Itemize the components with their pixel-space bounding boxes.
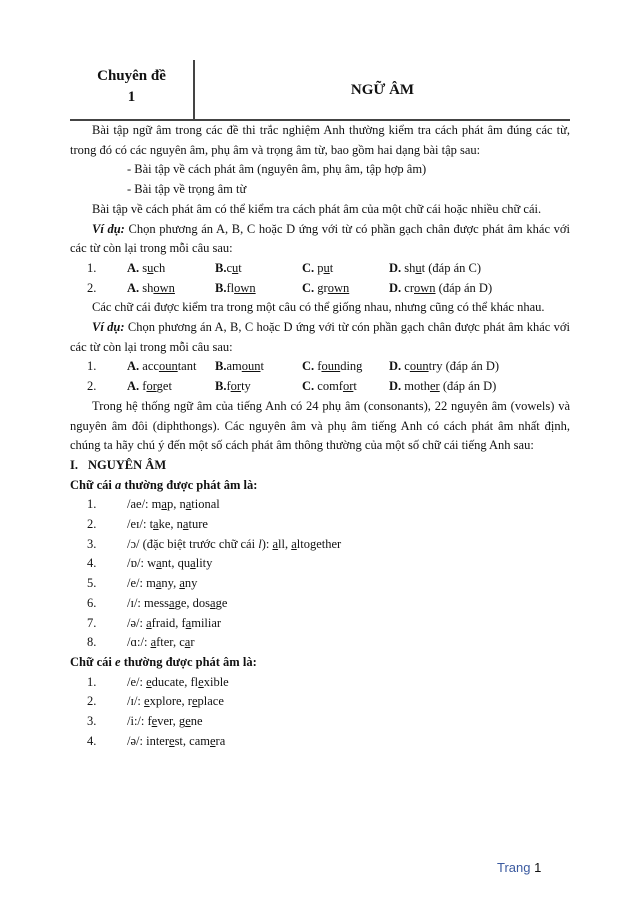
underlined-letter: e (198, 674, 204, 689)
paragraph: Các chữ cái được kiểm tra trong một câu có thể giống nhau, nhưng cũng có thể khác nhau. (92, 300, 545, 315)
word-part: tional (191, 497, 220, 512)
underlined-letter: a (291, 536, 297, 551)
word-part: comf (317, 379, 343, 394)
underlined-letter: e (151, 714, 158, 729)
item-number: 3. (87, 536, 97, 551)
option-b (215, 259, 302, 279)
example-row (70, 377, 570, 397)
item-number: 6. (87, 595, 97, 610)
sound-item (70, 673, 570, 693)
option-letter: A. (127, 260, 143, 275)
option-b (215, 357, 302, 377)
word-part: ll, (278, 536, 292, 551)
underlined-letter: a (153, 517, 159, 532)
item-number: 7. (87, 615, 97, 630)
word-part: /ɑ:/: (127, 635, 151, 650)
underlined-letter: e (146, 674, 152, 689)
word-part: lity (195, 556, 213, 571)
option-c (302, 357, 389, 377)
option-c (302, 259, 389, 279)
word-part: /ə/: (127, 615, 147, 630)
example-row (70, 259, 570, 279)
underlined-letter: a (272, 536, 279, 551)
word-part: fter, c (156, 635, 185, 650)
sound-example (127, 614, 221, 634)
example-row (70, 279, 570, 299)
sound-item (70, 574, 570, 594)
sound-item (70, 732, 570, 752)
word-part: /ɒ/: w (127, 556, 157, 571)
option-letter: C. (302, 359, 318, 374)
option-letter: C. (302, 280, 318, 295)
item-number: 2. (87, 280, 97, 295)
item-number: 2. (87, 379, 97, 394)
underlined-letter: e (169, 733, 175, 748)
heading-text: Chữ cái (70, 654, 116, 669)
word-part: p (317, 260, 324, 275)
word-part: ra (215, 733, 226, 748)
intro-paragraph: Bài tập ngữ âm trong các đề thi trắc nghiệm Anh thường kiểm tra cách phát âm đúng các từ, trong đó có các nguyên âm, phụ âm và trọng âm từ, bao gồm hai dạng bài tập sau: (70, 123, 570, 157)
section-number: I. (70, 457, 78, 472)
underlined-part: er (429, 379, 440, 394)
option-d (389, 377, 496, 397)
word-part: acc (142, 359, 159, 374)
chapter-title: NGỮ ÂM (350, 82, 415, 98)
sound-example (127, 574, 197, 594)
word-part: t (353, 379, 357, 394)
word-part: (đáp án D) (435, 280, 493, 295)
option-letter: A. (127, 379, 143, 394)
word-part: f (142, 379, 147, 394)
paragraph: Bài tập về cách phát âm có thể kiểm tra cách phát âm của một chữ cái hoặc nhiều chữ cái. (92, 201, 542, 216)
word-part: st, cam (174, 733, 210, 748)
sound-item (70, 515, 570, 535)
underlined-letter: e (191, 694, 198, 709)
option-letter: D. (389, 280, 405, 295)
underlined-letter: a (179, 576, 185, 591)
underlined-letter: a (185, 615, 192, 630)
word-part: place (197, 694, 224, 709)
underlined-letter: a (184, 635, 191, 650)
underlined-letter: e (185, 714, 191, 729)
sound-example (127, 594, 227, 614)
option-letter: D. (389, 260, 405, 275)
sound-item (70, 614, 570, 634)
option-letter: C. (302, 379, 318, 394)
word-part: r (190, 635, 195, 650)
word-part: ke, n (158, 517, 183, 532)
word-part: miliar (191, 615, 222, 630)
underlined-part: own (153, 280, 175, 295)
heading-text: thường được phát âm là: (120, 654, 257, 669)
item-number: 1. (87, 497, 97, 512)
option-d (389, 259, 481, 279)
option-letter: B. (215, 359, 227, 374)
option-letter: B. (215, 260, 227, 275)
page-number: 1 (534, 860, 542, 875)
word-part: ty (241, 379, 251, 394)
word-part: fraid, f (151, 615, 186, 630)
underlined-part: own (234, 280, 256, 295)
underlined-letter: e (209, 733, 216, 748)
word-part: /eɪ/: t (127, 517, 154, 532)
word-part: ge (215, 595, 228, 610)
word-part: /e/: m (127, 576, 156, 591)
word-part: c (226, 260, 233, 275)
option-a (127, 377, 215, 397)
option-letter: B. (215, 280, 227, 295)
letter-a-heading (70, 476, 570, 496)
option-letter: A. (127, 359, 143, 374)
letter-note: l (258, 536, 262, 551)
word-part: s (142, 260, 148, 275)
word-part: t (đáp án C) (421, 260, 482, 275)
chapter-number: 1 (127, 89, 136, 105)
word-part: tant (177, 359, 197, 374)
word-part: t (260, 359, 264, 374)
word-part: ny, (161, 576, 180, 591)
underlined-part: u (323, 260, 330, 275)
underlined-letter: a (185, 497, 192, 512)
letter-e-heading (70, 653, 570, 673)
underlined-part: or (230, 379, 242, 394)
option-a (127, 259, 215, 279)
word-part: xible (203, 674, 229, 689)
word-part: p, n (166, 497, 186, 512)
word-part: nt, qu (161, 556, 191, 571)
sound-item (70, 554, 570, 574)
section-title: NGUYÊN ÂM (88, 457, 167, 472)
item-number: 1. (87, 674, 97, 689)
word-part: am (226, 359, 242, 374)
word-part: (đáp án D) (439, 379, 497, 394)
word-part: ltogether (296, 536, 342, 551)
letter-e-list (70, 673, 570, 752)
word-part: ding (340, 359, 363, 374)
example-intro (70, 318, 570, 357)
word-part: ch (153, 260, 166, 275)
document-body (70, 121, 570, 752)
sound-example (127, 495, 220, 515)
word-part: sh (404, 260, 416, 275)
heading-letter: a (115, 477, 122, 492)
sound-item (70, 633, 570, 653)
option-a (127, 279, 215, 299)
sound-example (127, 515, 208, 535)
underlined-part: oun (321, 359, 341, 374)
item-number: 4. (87, 733, 97, 748)
underlined-part: own (414, 280, 436, 295)
word-part: cr (404, 280, 414, 295)
underlined-part: own (327, 280, 350, 295)
page-footer (497, 860, 541, 875)
heading-letter: e (115, 654, 121, 669)
word-part: /ae/: m (127, 497, 162, 512)
word-part: /ɔ/ (đặc biệt trước chữ cái (127, 536, 259, 551)
option-c (302, 279, 389, 299)
sound-item (70, 535, 570, 555)
example-instruction: Chọn phương án A, B, C hoặc D ứng với từ cón phần gạch chân được phát âm khác với các từ còn lại trong mỗi câu sau: (70, 320, 570, 354)
word-part: f (317, 359, 322, 374)
word-part: sh (142, 280, 154, 295)
example-label: Ví dụ: (92, 221, 125, 236)
sound-example (127, 535, 341, 555)
example1-list (70, 259, 570, 298)
word-part: /ə/: inter (127, 733, 169, 748)
word-part: t (329, 260, 334, 275)
letter-a-list (70, 495, 570, 653)
sound-example (127, 692, 224, 712)
option-c (302, 377, 389, 397)
example-label: Ví dụ: (92, 320, 125, 335)
word-part: try (đáp án D) (428, 359, 500, 374)
item-number: 2. (87, 517, 97, 532)
word-part: moth (404, 379, 430, 394)
underlined-letter: a (210, 595, 216, 610)
option-d (389, 357, 499, 377)
sound-example (127, 554, 212, 574)
chapter-label-text: Chuyên đề (97, 68, 166, 84)
section-heading (70, 456, 570, 476)
underlined-part: oun (158, 359, 178, 374)
item-number: 8. (87, 635, 97, 650)
word-part: xplore, r (149, 694, 192, 709)
word-part: ne (190, 714, 203, 729)
example-row (70, 357, 570, 377)
word-part: ge, dos (174, 595, 211, 610)
option-b (215, 279, 302, 299)
sound-example (127, 732, 225, 752)
underlined-letter: a (190, 556, 196, 571)
underlined-letter: a (182, 517, 189, 532)
bullet-item: - Bài tập về trọng âm từ (127, 182, 247, 197)
underlined-part: u (415, 260, 422, 275)
word-part: /i:/: f (127, 714, 152, 729)
word-part: ny (184, 576, 198, 591)
sound-example (127, 633, 195, 653)
underlined-letter: e (144, 694, 150, 709)
word-part: /e/: (127, 674, 147, 689)
sound-item (70, 692, 570, 712)
word-part: ver, g (157, 714, 186, 729)
paragraph: Trong hệ thống ngữ âm của tiếng Anh có 24 phụ âm (consonants), 22 nguyên âm (vowels) và nguyên âm đôi (diphthongs). Các nguyên âm và phụ âm tiếng Anh có cách phát âm nhất định, chúng ta hãy chú ý đến một số cách phát âm thông thường của một số chữ cái tiếng Anh sau: (70, 398, 570, 453)
bullet-item: - Bài tập về cách phát âm (nguyên âm, phụ âm, tập hợp âm) (127, 162, 427, 177)
option-letter: D. (389, 359, 405, 374)
underlined-letter: a (161, 497, 167, 512)
word-part: fl (226, 280, 235, 295)
underlined-letter: a (169, 595, 175, 610)
underlined-letter: a (146, 615, 152, 630)
heading-text: thường được phát âm là: (121, 477, 258, 492)
word-part: /ɪ/: (127, 694, 145, 709)
option-letter: A. (127, 280, 143, 295)
option-letter: C. (302, 260, 318, 275)
word-part: t (238, 260, 242, 275)
sound-example (127, 673, 229, 693)
underlined-letter: a (150, 635, 157, 650)
sound-item (70, 594, 570, 614)
item-number: 1. (87, 260, 97, 275)
item-number: 3. (87, 714, 97, 729)
page-label: Trang (497, 860, 531, 875)
option-b (215, 377, 302, 397)
word-part: c (404, 359, 410, 374)
option-d (389, 279, 492, 299)
example-instruction: Chọn phương án A, B, C hoặc D ứng với từ có phần gạch chân được phát âm khác với các từ còn lại trong mỗi câu sau: (70, 221, 570, 256)
item-number: 1. (87, 359, 97, 374)
word-part: gr (317, 280, 328, 295)
example2-list (70, 357, 570, 396)
item-number: 4. (87, 556, 97, 571)
word-part: /ɪ/: mess (127, 595, 170, 610)
underlined-letter: a (156, 556, 162, 571)
underlined-letter: a (155, 576, 162, 591)
underlined-part: or (146, 379, 157, 394)
word-part: get (156, 379, 172, 394)
heading-text: Chữ cái (70, 477, 116, 492)
word-part: ture (188, 517, 208, 532)
chapter-label (70, 60, 193, 120)
word-part: ): (261, 536, 273, 551)
item-number: 2. (87, 694, 97, 709)
underlined-part: u (147, 260, 154, 275)
option-letter: D. (389, 379, 405, 394)
underlined-part: oun (241, 359, 261, 374)
example-intro (70, 220, 570, 259)
chapter-header (70, 60, 570, 120)
underlined-part: or (342, 379, 354, 394)
underlined-part: u (232, 260, 239, 275)
word-part: ducate, fl (151, 674, 199, 689)
item-number: 5. (87, 576, 97, 591)
sound-item (70, 495, 570, 515)
sound-item (70, 712, 570, 732)
word-part: f (226, 379, 231, 394)
option-a (127, 357, 215, 377)
sound-example (127, 712, 203, 732)
option-letter: B. (215, 379, 227, 394)
underlined-part: oun (409, 359, 429, 374)
